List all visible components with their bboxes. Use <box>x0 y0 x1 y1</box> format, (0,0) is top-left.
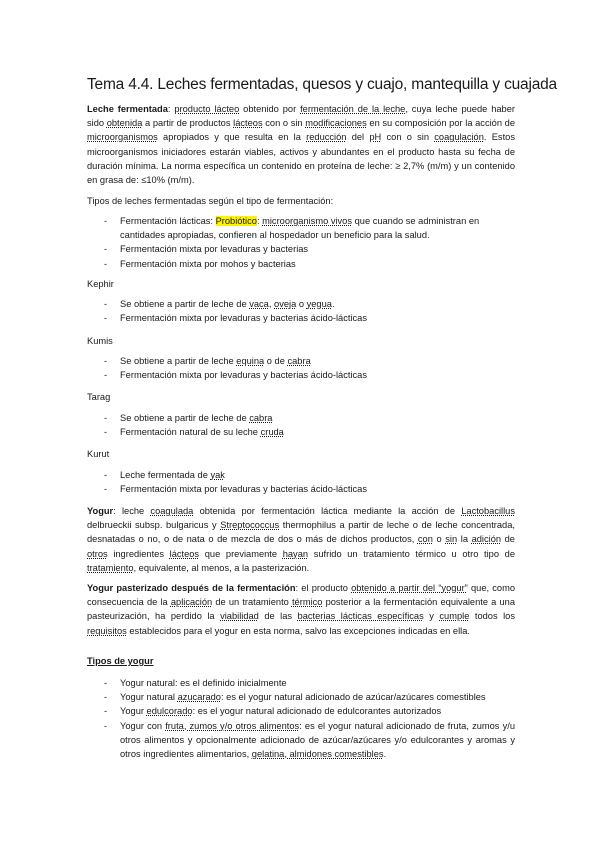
list-item: - Fermentación mixta por levaduras y bacterias ácido-lácticas <box>87 311 515 325</box>
list-item <box>87 468 515 482</box>
underlined-word: otros <box>87 548 108 559</box>
text: : es el yogur natural adicionado de fruta, zumos y/u otros alimentos y opcionalmente adicionado de azúcar/azúcares y/o edulcorantes y aromas y otros ingredientes alimentarios, <box>120 720 515 760</box>
underlined-word: lácteos <box>169 548 200 559</box>
underlined-word: modificaciones <box>305 118 367 129</box>
underlined-word: equina <box>236 356 265 366</box>
page-title: Tema 4.4. Leches fermentadas, quesos y cuajo, mantequilla y cuajada <box>87 76 557 93</box>
list-item <box>87 297 515 311</box>
underlined-word: fruta, zumos y/o otros alimentos <box>165 720 300 731</box>
underlined-word: bacterias lácticas específicas <box>297 611 424 622</box>
list-item <box>87 411 515 425</box>
text: todos los <box>469 611 515 622</box>
underlined-word: cumple <box>439 611 470 622</box>
underlined-word: fermentación de la leche <box>300 104 406 114</box>
underlined-word: producto lácteo <box>174 104 240 114</box>
text: que, como consecuencia de la <box>87 583 516 608</box>
text: a partir de productos <box>142 118 234 129</box>
text: Fermentación lácticas: <box>120 216 216 226</box>
text: . Estos microorganismos iniciadores estarán viables, activos y abundantes en el producto hasta su fecha de duración mínima. La norma específica un contenido en proteína de leche: ≥ 2,7% (m/m) y un contenido en grasa de: ≤10% (m/m). <box>87 132 515 186</box>
underlined-word: Lactobacillus <box>461 506 515 516</box>
tipos-list <box>87 214 515 271</box>
text: del <box>346 132 370 143</box>
list-item: - Fermentación mixta por mohos y bacterias <box>87 257 515 271</box>
text: obtenida por fermentación láctica mediante la acción de <box>193 506 462 516</box>
text: : leche <box>113 506 151 516</box>
list-item <box>87 354 515 368</box>
text: Se obtiene a partir de leche de <box>120 299 250 309</box>
text: Se obtiene a partir de leche <box>120 356 237 366</box>
text: que previamente <box>199 548 283 559</box>
underlined-word: yegua <box>306 299 332 309</box>
underlined-word: térmico <box>291 597 323 608</box>
text: : es el yogur natural adicionado de azúcar/azúcares comestibles <box>220 692 486 703</box>
underlined-word: microorganismos <box>87 132 158 143</box>
underlined-word: vaca <box>249 299 269 309</box>
underlined-word: lácteos <box>233 118 263 129</box>
text: o <box>296 299 307 309</box>
text: . <box>383 749 387 760</box>
underlined-word: pH <box>369 132 382 143</box>
text: de un tratamiento <box>212 597 292 608</box>
tarag-list <box>87 411 515 439</box>
text: . <box>331 299 335 309</box>
kumis-list <box>87 354 515 382</box>
text: establecidos para el yogur en esta norma, salvo las excepciones indicadas en ella. <box>126 625 470 636</box>
text: Yogur natural <box>120 692 178 703</box>
underlined-word: requisitos <box>87 625 127 636</box>
text: : es el yogur natural adicionado de edulcorantes autorizados <box>192 706 442 717</box>
text: , <box>268 299 275 309</box>
underlined-word: reducción <box>306 132 347 143</box>
tipos-intro: Tipos de leches fermentadas según el tipo de fermentación: <box>87 196 334 206</box>
underlined-word: obtenido a partir del “yogur” <box>351 583 468 593</box>
underlined-word: viabilidad <box>220 611 259 622</box>
underlined-word: hayan <box>282 548 309 559</box>
text: o <box>432 534 446 545</box>
underlined-word: aplicación <box>170 597 213 608</box>
text: de <box>501 534 515 545</box>
text: posterior a la fermentación equivalente a una pasteurización, ha perdido la <box>87 597 515 622</box>
underlined-word: cabra <box>249 413 273 423</box>
list-item: - Fermentación mixta por levaduras y bacterias ácido-lácticas <box>87 368 515 382</box>
text: con o sin <box>381 132 435 143</box>
underlined-word: gelatina, almidones comestibles <box>251 749 384 760</box>
text: sufrido un tratamiento térmico u otro tipo de <box>308 548 515 559</box>
section-heading-tipos-de-yogur: Tipos de yogur <box>87 656 154 666</box>
text: o de <box>264 356 288 366</box>
list-item <box>87 704 515 718</box>
underlined-word: tratamiento <box>87 562 134 573</box>
text: Yogur <box>120 706 147 717</box>
underlined-word: obtenida <box>106 118 143 129</box>
text: obtenido por <box>239 104 301 114</box>
list-item <box>87 425 515 439</box>
text: : el producto <box>295 583 352 593</box>
underlined-word: coagulada <box>150 506 194 516</box>
text: con o sin <box>262 118 306 129</box>
section-label-tarag: Tarag <box>87 392 111 402</box>
list-item <box>87 690 515 704</box>
list-item: - Yogur natural: es el definido inicialmente <box>87 676 515 690</box>
definition-yogur-pasterizado <box>87 581 515 638</box>
underlined-word: yak <box>210 470 225 480</box>
underlined-word: adición <box>471 534 502 545</box>
text: Yogur con <box>120 720 166 731</box>
term: Leche fermentada <box>87 104 168 114</box>
text: delbrueckii subsp. bulgaricus y <box>87 520 221 531</box>
section-label-kumis: Kumis <box>87 336 113 346</box>
definition-yogur <box>87 504 515 575</box>
text: , equivalente, al menos, a la pasterización. <box>133 562 310 573</box>
underlined-word: oveja <box>274 299 297 309</box>
term: Yogur <box>87 506 114 516</box>
highlighted-word: Probiótico <box>215 216 257 226</box>
underlined-word: microorganismo vivos <box>262 216 353 226</box>
section-label-kephir: Kephir <box>87 279 114 289</box>
underlined-word: coagulación <box>434 132 484 143</box>
underlined-word: Streptococcus <box>220 520 280 531</box>
list-item: - Fermentación mixta por levaduras y bacterias <box>87 242 515 256</box>
text: : <box>167 104 175 114</box>
text: : <box>256 216 263 226</box>
text: que cuando se administran en cantidades apropiadas, confieren al hospedador un beneficio para la salud. <box>120 216 480 241</box>
underlined-word: sin <box>445 534 458 545</box>
text: , cuya leche puede haber sido <box>87 104 515 129</box>
list-item <box>87 214 515 242</box>
underlined-word: con <box>417 534 433 545</box>
underlined-word: edulcorado <box>146 706 193 717</box>
text: Se obtiene a partir de leche de <box>120 413 250 423</box>
underlined-word: azucarado <box>177 692 221 703</box>
text: apropiados y que resulta en la <box>157 132 307 143</box>
text: ingredientes <box>107 548 170 559</box>
term: Yogur pasterizado después de la fermentación <box>87 583 296 593</box>
text: la <box>457 534 472 545</box>
text: Leche fermentada de <box>120 470 211 480</box>
text: de las <box>258 611 298 622</box>
text: en su composición por la acción de <box>366 118 515 129</box>
text: y <box>423 611 440 622</box>
kurut-list <box>87 468 515 496</box>
text: Fermentación natural de su leche <box>120 427 261 438</box>
section-label-kurut: Kurut <box>87 449 110 459</box>
tipos-yogur-list <box>87 676 515 761</box>
list-item <box>87 719 515 762</box>
underlined-word: cruda <box>260 427 284 438</box>
kephir-list <box>87 297 515 325</box>
underlined-word: cabra <box>287 356 311 366</box>
list-item: - Fermentación mixta por levaduras y bacterias ácido-lácticas <box>87 482 515 496</box>
text: thermophilus a partir de leche o de leche concentrada, desnatadas o no, o de nata o de mezcla de dos o más de dichos productos, <box>87 520 515 545</box>
definition-leche-fermentada <box>87 102 515 187</box>
